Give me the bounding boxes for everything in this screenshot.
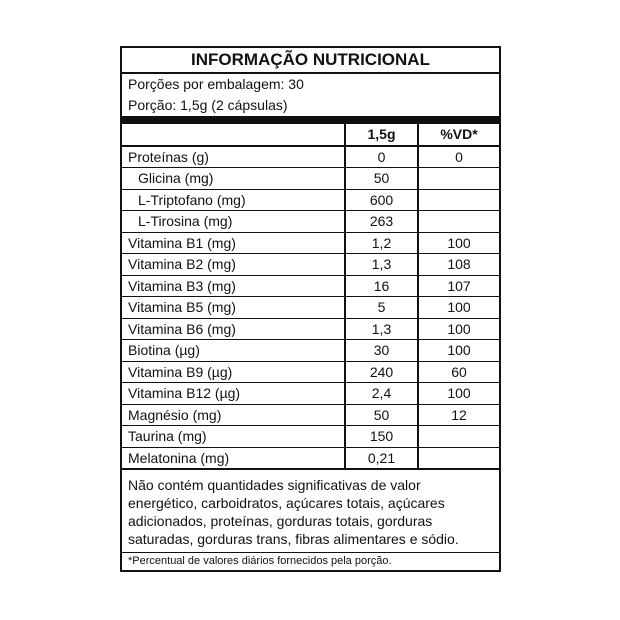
table-row [122, 254, 499, 276]
footnote: *Percentual de valores diários fornecidos pela porção. [128, 555, 392, 567]
header-nutrient [122, 124, 345, 146]
nutrient-daily-value [418, 426, 499, 448]
table-row [122, 404, 499, 426]
nutrient-daily-value: 100 [418, 340, 499, 362]
nutrient-amount: 0,21 [345, 447, 418, 469]
table-row [122, 189, 499, 211]
nutrient-name: Vitamina B2 (mg) [122, 254, 345, 276]
nutrient-amount: 50 [345, 168, 418, 190]
nutrient-daily-value: 100 [418, 297, 499, 319]
nutrient-daily-value [418, 168, 499, 190]
nutrient-amount: 1,2 [345, 232, 418, 254]
table-row [122, 168, 499, 190]
nutrient-daily-value: 0 [418, 146, 499, 168]
nutrient-amount: 1,3 [345, 254, 418, 276]
table-row [122, 297, 499, 319]
nutrient-name: Vitamina B6 (mg) [122, 318, 345, 340]
label-title: INFORMAÇÃO NUTRICIONAL [122, 48, 499, 74]
nutrient-daily-value [418, 211, 499, 233]
table-row [122, 318, 499, 340]
nutrient-amount: 2,4 [345, 383, 418, 405]
nutrient-name: Vitamina B9 (µg) [122, 361, 345, 383]
nutrient-name: Proteínas (g) [122, 146, 345, 168]
nutrient-daily-value: 100 [418, 318, 499, 340]
thick-divider [122, 116, 499, 124]
nutrient-name: Vitamina B1 (mg) [122, 232, 345, 254]
table-row [122, 383, 499, 405]
nutrient-amount: 50 [345, 404, 418, 426]
nutrient-amount: 150 [345, 426, 418, 448]
nutrient-name: Magnésio (mg) [122, 404, 345, 426]
nutrient-daily-value [418, 189, 499, 211]
nutrient-amount: 240 [345, 361, 418, 383]
table-row [122, 146, 499, 168]
table-row [122, 447, 499, 469]
disclaimer-text: Não contém quantidades significativas de valor energético, carboidratos, açúcares totais, açúcares adicionados, proteínas, gorduras totais, gorduras saturadas, gorduras trans, fibras alimentares e sódio. [122, 470, 499, 553]
nutrient-daily-value: 100 [418, 383, 499, 405]
serving-info [122, 74, 499, 116]
nutrient-daily-value: 60 [418, 361, 499, 383]
table-row [122, 361, 499, 383]
table-header-row [122, 124, 499, 146]
nutrition-facts-label [120, 46, 501, 572]
nutrient-name: L-Triptofano (mg) [122, 189, 345, 211]
header-daily-value: %VD* [418, 124, 499, 146]
nutrient-amount: 600 [345, 189, 418, 211]
nutrient-daily-value: 108 [418, 254, 499, 276]
table-row [122, 232, 499, 254]
nutrient-amount: 0 [345, 146, 418, 168]
nutrient-amount: 1,3 [345, 318, 418, 340]
table-row [122, 426, 499, 448]
table-row [122, 340, 499, 362]
nutrient-amount: 5 [345, 297, 418, 319]
nutrient-name: Biotina (µg) [122, 340, 345, 362]
nutrient-daily-value: 12 [418, 404, 499, 426]
nutrient-amount: 16 [345, 275, 418, 297]
nutrient-name: Vitamina B3 (mg) [122, 275, 345, 297]
nutrient-name: Vitamina B12 (µg) [122, 383, 345, 405]
nutrient-daily-value: 100 [418, 232, 499, 254]
table-row [122, 211, 499, 233]
portion-size: Porção: 1,5g (2 cápsulas) [128, 97, 288, 113]
table-row [122, 275, 499, 297]
servings-per-package: Porções por embalagem: 30 [128, 76, 304, 92]
nutrient-name: L-Tirosina (mg) [122, 211, 345, 233]
nutrient-amount: 263 [345, 211, 418, 233]
nutrient-name: Glicina (mg) [122, 168, 345, 190]
nutrient-name: Vitamina B5 (mg) [122, 297, 345, 319]
nutrient-daily-value [418, 447, 499, 469]
nutrient-name: Melatonina (mg) [122, 447, 345, 469]
header-amount: 1,5g [345, 124, 418, 146]
nutrient-name: Taurina (mg) [122, 426, 345, 448]
nutrient-table [122, 124, 499, 470]
nutrient-daily-value: 107 [418, 275, 499, 297]
nutrient-amount: 30 [345, 340, 418, 362]
